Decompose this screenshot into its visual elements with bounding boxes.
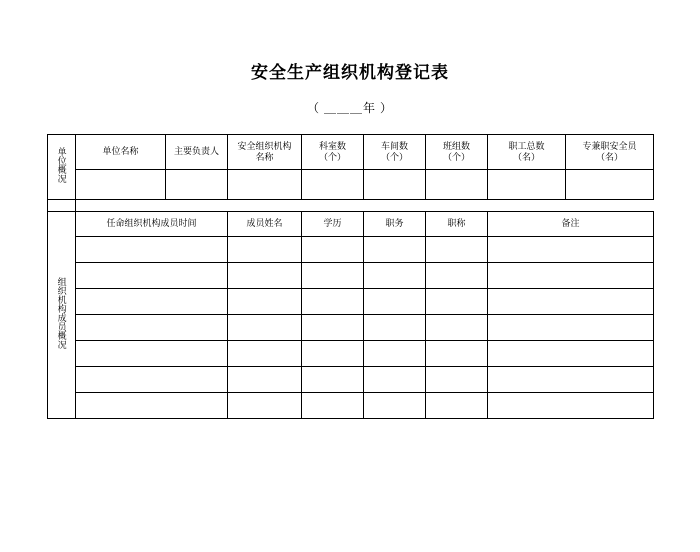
cell-appointment-time[interactable] — [76, 289, 228, 315]
header-employee-total-line1: 职工总数 — [508, 140, 545, 151]
header-department-count — [302, 135, 364, 170]
cell-position[interactable] — [364, 263, 426, 289]
header-unit-name-line1: 单位名称 — [102, 146, 139, 157]
header-remark: 备注 — [488, 212, 654, 237]
page-title: 安全生产组织机构登记表 — [251, 63, 449, 82]
cell-remark[interactable] — [488, 393, 654, 419]
cell-member-name[interactable] — [228, 315, 302, 341]
cell-remark[interactable] — [488, 263, 654, 289]
cell-position[interactable] — [364, 237, 426, 263]
year-subtitle: （ ＿＿＿年 ） — [306, 101, 393, 115]
table-row — [48, 289, 654, 315]
header-workshop-count-line2: （个） — [380, 152, 408, 162]
header-member-name: 成员姓名 — [228, 212, 302, 237]
section-divider — [48, 200, 654, 212]
table-row — [48, 367, 654, 393]
header-team-count — [426, 135, 488, 170]
cell-title[interactable] — [426, 393, 488, 419]
table-row — [48, 315, 654, 341]
cell-title[interactable] — [426, 237, 488, 263]
cell-education[interactable] — [302, 315, 364, 341]
cell-member-name[interactable] — [228, 237, 302, 263]
cell-remark[interactable] — [488, 341, 654, 367]
cell-education[interactable] — [302, 263, 364, 289]
header-principal — [166, 135, 228, 170]
cell-appointment-time[interactable] — [76, 367, 228, 393]
cell-position[interactable] — [364, 341, 426, 367]
cell-unit-name-value[interactable] — [76, 170, 166, 200]
header-workshop-count — [364, 135, 426, 170]
cell-title[interactable] — [426, 341, 488, 367]
cell-title[interactable] — [426, 263, 488, 289]
cell-employee-total-value[interactable] — [488, 170, 566, 200]
table-row — [48, 341, 654, 367]
cell-education[interactable] — [302, 367, 364, 393]
cell-education[interactable] — [302, 237, 364, 263]
header-principal-line1: 主要负责人 — [173, 146, 219, 157]
cell-appointment-time[interactable] — [76, 237, 228, 263]
cell-title[interactable] — [426, 315, 488, 341]
cell-safety-org-name-value[interactable] — [228, 170, 302, 200]
registration-table-wrapper — [47, 134, 653, 419]
cell-position[interactable] — [364, 393, 426, 419]
cell-appointment-time[interactable] — [76, 341, 228, 367]
header-department-count-line1: 科室数 — [318, 140, 346, 151]
cell-team-count-value[interactable] — [426, 170, 488, 200]
cell-appointment-time[interactable] — [76, 263, 228, 289]
cell-remark[interactable] — [488, 289, 654, 315]
table-row — [48, 393, 654, 419]
cell-appointment-time[interactable] — [76, 315, 228, 341]
cell-member-name[interactable] — [228, 341, 302, 367]
header-safety-org-name-line2: 名称 — [255, 152, 274, 162]
cell-member-name[interactable] — [228, 263, 302, 289]
header-safety-officer-count — [566, 135, 654, 170]
cell-member-name[interactable] — [228, 367, 302, 393]
table-row — [48, 212, 654, 237]
cell-education[interactable] — [302, 341, 364, 367]
header-team-count-line2: （个） — [442, 152, 470, 162]
header-employee-total-line2: （名） — [512, 152, 540, 162]
cell-department-count-value[interactable] — [302, 170, 364, 200]
table-row — [48, 170, 654, 200]
cell-title[interactable] — [426, 367, 488, 393]
header-education: 学历 — [302, 212, 364, 237]
section1-row-label — [48, 135, 76, 200]
header-unit-name — [76, 135, 166, 170]
cell-remark[interactable] — [488, 367, 654, 393]
table-row — [48, 263, 654, 289]
divider-gap — [76, 200, 654, 212]
header-team-count-line1: 班组数 — [442, 140, 470, 151]
header-department-count-line2: （个） — [318, 152, 346, 162]
header-safety-org-name — [228, 135, 302, 170]
table-row — [48, 135, 654, 170]
section2-row-label-text: 组织机构成员概况 — [56, 277, 67, 350]
cell-position[interactable] — [364, 367, 426, 393]
cell-education[interactable] — [302, 393, 364, 419]
cell-position[interactable] — [364, 289, 426, 315]
header-appointment-time: 任命组织机构成员时间 — [76, 212, 228, 237]
header-title: 职称 — [426, 212, 488, 237]
divider-left — [48, 200, 76, 212]
cell-safety-officer-count-value[interactable] — [566, 170, 654, 200]
cell-member-name[interactable] — [228, 393, 302, 419]
section1-row-label-text: 单位概况 — [56, 147, 67, 184]
cell-appointment-time[interactable] — [76, 393, 228, 419]
cell-remark[interactable] — [488, 237, 654, 263]
cell-workshop-count-value[interactable] — [364, 170, 426, 200]
header-position: 职务 — [364, 212, 426, 237]
header-safety-org-name-line1: 安全组织机构 — [237, 140, 292, 151]
cell-education[interactable] — [302, 289, 364, 315]
registration-table — [47, 134, 654, 419]
cell-position[interactable] — [364, 315, 426, 341]
section2-row-label — [48, 212, 76, 419]
table-row — [48, 237, 654, 263]
header-safety-officer-count-line1: 专兼职安全员 — [582, 140, 637, 151]
document-page — [0, 58, 700, 552]
cell-member-name[interactable] — [228, 289, 302, 315]
cell-principal-value[interactable] — [166, 170, 228, 200]
cell-title[interactable] — [426, 289, 488, 315]
cell-remark[interactable] — [488, 315, 654, 341]
header-employee-total — [488, 135, 566, 170]
header-safety-officer-count-line2: （名） — [595, 152, 623, 162]
header-workshop-count-line1: 车间数 — [380, 140, 408, 151]
